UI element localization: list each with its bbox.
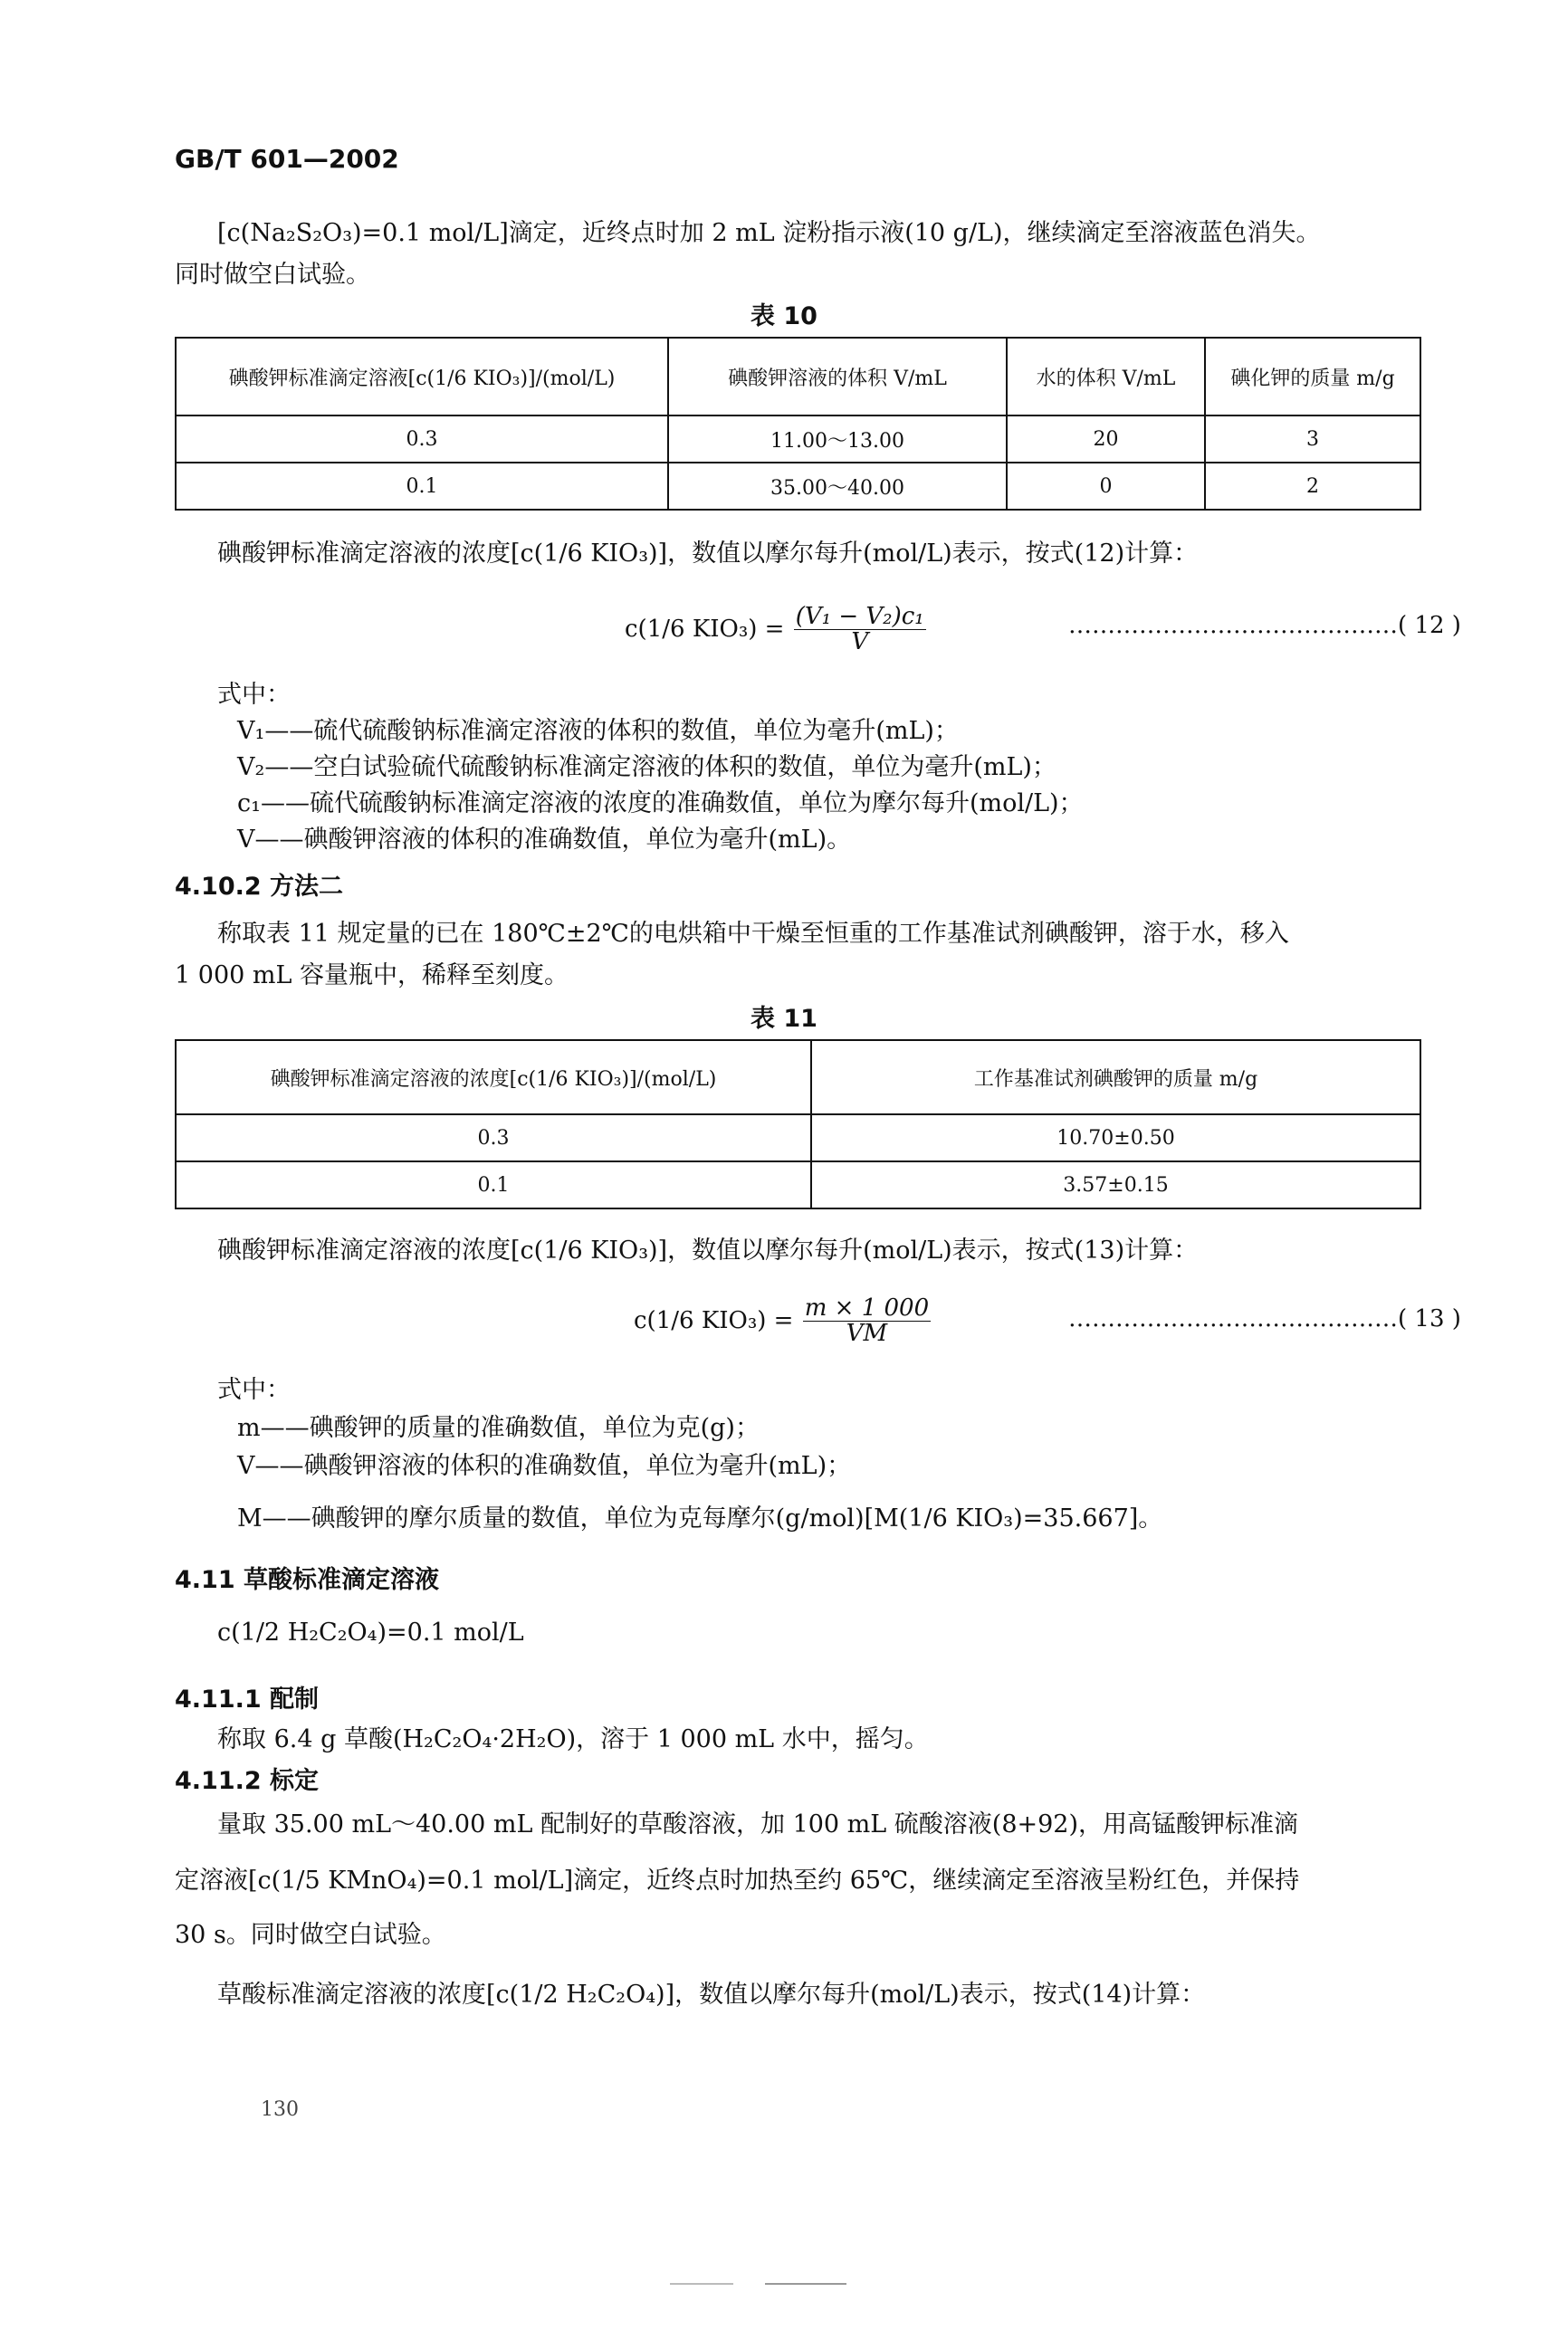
table10-header-cell: 碘酸钾溶液的体积 V/mL bbox=[668, 338, 1007, 415]
intro-line-1-pre: [c(Na₂S₂O₃)=0.1 mol/L] bbox=[217, 219, 509, 247]
where2-title: 式中： bbox=[217, 1376, 291, 1404]
table-cell: 20 bbox=[1007, 415, 1205, 463]
where1-item: V₂——空白试验硫代硫酸钠标准滴定溶液的体积的数值，单位为毫升(mL)； bbox=[237, 753, 1056, 781]
table10-header-cell: 水的体积 V/mL bbox=[1007, 338, 1205, 415]
section-4-11-2-title: 4.11.2 标定 bbox=[175, 1767, 320, 1795]
table-cell: 11.00～13.00 bbox=[668, 415, 1007, 463]
table-row bbox=[176, 463, 1420, 510]
where2-item: M——碘酸钾的摩尔质量的数值，单位为克每摩尔(g/mol)[M(1/6 KIO₃)=35.667]。 bbox=[237, 1504, 1163, 1533]
where1-item: V₁——硫代硫酸钠标准滴定溶液的体积的数值，单位为毫升(mL)； bbox=[237, 717, 959, 745]
calc12-text: 碘酸钾标准滴定溶液的浓度[c(1/6 KIO₃)]，数值以摩尔每升(mol/L)表示，按式(12)计算： bbox=[217, 540, 1199, 568]
table11-header-row bbox=[176, 1040, 1420, 1114]
table-cell: 3.57±0.15 bbox=[811, 1161, 1420, 1208]
where2-item: m——碘酸钾的质量的准确数值，单位为克(g)； bbox=[237, 1414, 760, 1442]
section-4-10-2-line1: 称取表 11 规定量的已在 180℃±2℃的电烘箱中干燥至恒重的工作基准试剂碘酸钾，溶于水，移入 bbox=[217, 920, 1289, 948]
formula-13-denominator: VM bbox=[846, 1320, 888, 1348]
section-4-11-title: 4.11 草酸标准滴定溶液 bbox=[175, 1566, 440, 1594]
formula-13-fraction bbox=[803, 1296, 931, 1347]
table-cell: 0.1 bbox=[176, 463, 668, 510]
section-4-11-2-line2: 定溶液[c(1/5 KMnO₄)=0.1 mol/L]滴定，近终点时加热至约 65℃，继续滴定至溶液呈粉红色，并保持 bbox=[175, 1867, 1300, 1895]
table-cell: 35.00～40.00 bbox=[668, 463, 1007, 510]
section-4-11-2-line1: 量取 35.00 mL～40.00 mL 配制好的草酸溶液，加 100 mL 硫酸溶液(8+92)，用高锰酸钾标准滴 bbox=[217, 1810, 1299, 1839]
formula-12 bbox=[625, 605, 928, 655]
table10-header-cell: 碘酸钾标准滴定溶液[c(1/6 KIO₃)]/(mol/L) bbox=[176, 338, 668, 415]
table-cell: 0.1 bbox=[176, 1161, 811, 1208]
table10-header-cell: 碘化钾的质量 m/g bbox=[1205, 338, 1420, 415]
equation-number-13: ……………………………………( 13 ) bbox=[1068, 1305, 1461, 1332]
table-cell: 0 bbox=[1007, 463, 1205, 510]
table10 bbox=[175, 337, 1421, 511]
table-cell: 0.3 bbox=[176, 1114, 811, 1161]
section-4-11-1-text: 称取 6.4 g 草酸(H₂C₂O₄·2H₂O)，溶于 1 000 mL 水中，摇匀。 bbox=[217, 1725, 929, 1753]
section-4-11-2-line3: 30 s。同时做空白试验。 bbox=[175, 1921, 446, 1949]
formula-12-lhs: c(1/6 KIO₃) = bbox=[625, 615, 785, 643]
scan-artifact bbox=[765, 2283, 846, 2285]
section-4-11-conc: c(1/2 H₂C₂O₄)=0.1 mol/L bbox=[217, 1619, 524, 1647]
table10-header-row bbox=[176, 338, 1420, 415]
table-row bbox=[176, 1161, 1420, 1208]
where2-item: V——碘酸钾溶液的体积的准确数值，单位为毫升(mL)； bbox=[237, 1452, 852, 1480]
where1-item: c₁——硫代硫酸钠标准滴定溶液的浓度的准确数值，单位为摩尔每升(mol/L)； bbox=[237, 789, 1084, 817]
table-cell: 3 bbox=[1205, 415, 1420, 463]
page-number: 130 bbox=[261, 2098, 299, 2121]
section-4-10-2-line2: 1 000 mL 容量瓶中，稀释至刻度。 bbox=[175, 961, 569, 989]
table-cell: 10.70±0.50 bbox=[811, 1114, 1420, 1161]
table-row bbox=[176, 1114, 1420, 1161]
table-row bbox=[176, 415, 1420, 463]
calc13-text: 碘酸钾标准滴定溶液的浓度[c(1/6 KIO₃)]，数值以摩尔每升(mol/L)表示，按式(13)计算： bbox=[217, 1237, 1199, 1265]
equation-number-12: ……………………………………( 12 ) bbox=[1068, 612, 1461, 639]
formula-12-denominator: V bbox=[851, 628, 869, 656]
document-header: GB/T 601—2002 bbox=[175, 144, 399, 174]
section-4-11-1-title: 4.11.1 配制 bbox=[175, 1686, 320, 1714]
table11-header-cell: 工作基准试剂碘酸钾的质量 m/g bbox=[811, 1040, 1420, 1114]
section-4-10-2-title: 4.10.2 方法二 bbox=[175, 873, 344, 901]
where1-item: V——碘酸钾溶液的体积的准确数值，单位为毫升(mL)。 bbox=[237, 826, 852, 854]
formula-13-numerator: m × 1 000 bbox=[804, 1294, 930, 1322]
intro-line-1 bbox=[217, 217, 1321, 250]
table11-header-cell: 碘酸钾标准滴定溶液的浓度[c(1/6 KIO₃)]/(mol/L) bbox=[176, 1040, 811, 1114]
formula-13 bbox=[634, 1296, 932, 1347]
table-cell: 2 bbox=[1205, 463, 1420, 510]
where1-title: 式中： bbox=[217, 681, 291, 709]
intro-line-1-rest: 滴定，近终点时加 2 mL 淀粉指示液(10 g/L)，继续滴定至溶液蓝色消失。 bbox=[508, 219, 1321, 247]
table-cell: 0.3 bbox=[176, 415, 668, 463]
calc14-text: 草酸标准滴定溶液的浓度[c(1/2 H₂C₂O₄)]，数值以摩尔每升(mol/L)表示，按式(14)计算： bbox=[217, 1981, 1206, 2009]
scan-artifact bbox=[670, 2283, 733, 2285]
intro-line-2: 同时做空白试验。 bbox=[175, 261, 370, 289]
formula-12-numerator: (V₁ − V₂)c₁ bbox=[795, 603, 924, 630]
formula-13-lhs: c(1/6 KIO₃) = bbox=[634, 1306, 794, 1334]
table11 bbox=[175, 1039, 1421, 1209]
table10-caption: 表 10 bbox=[751, 302, 817, 330]
table11-caption: 表 11 bbox=[751, 1005, 817, 1033]
formula-12-fraction bbox=[794, 605, 926, 655]
